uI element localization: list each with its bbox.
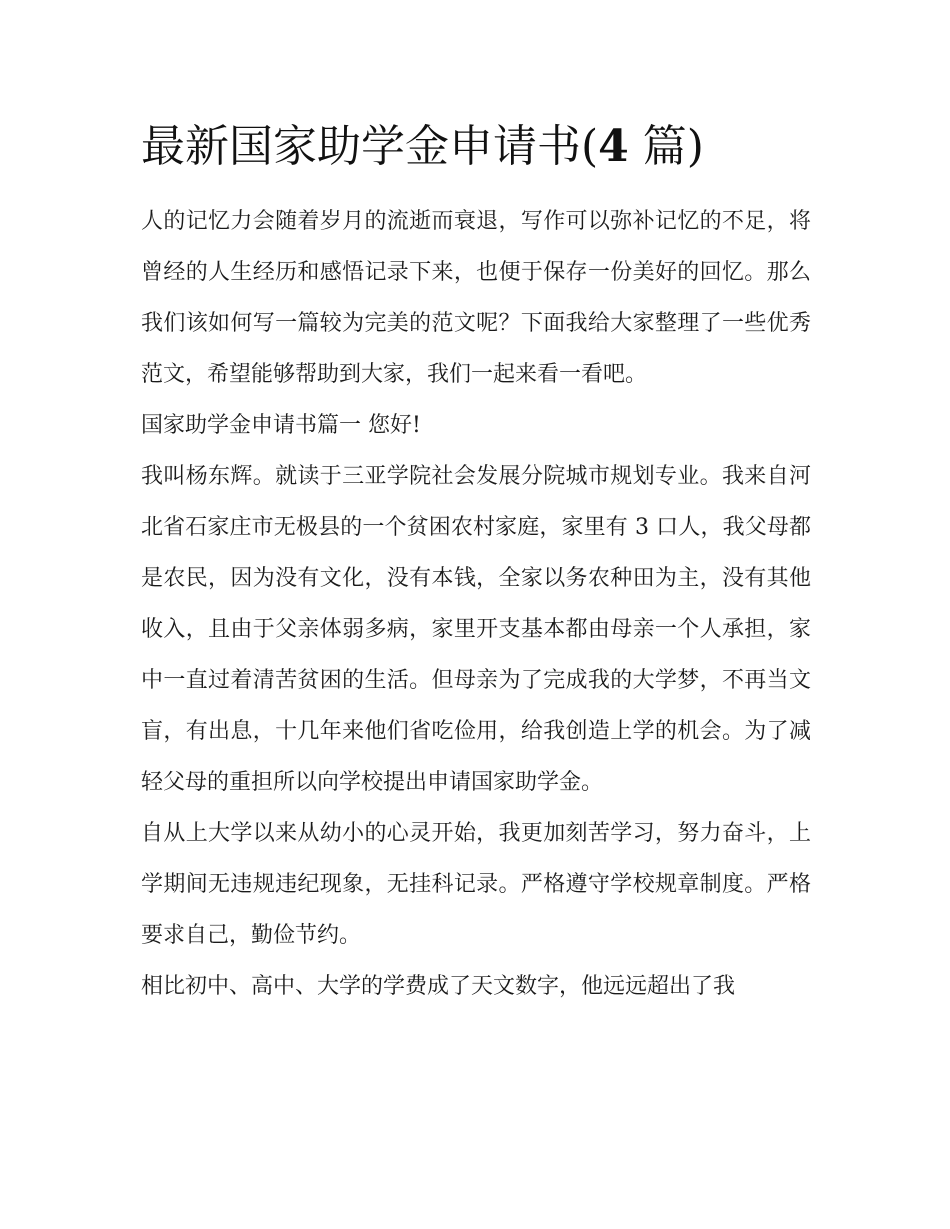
body-paragraph-1: 我叫杨东辉。就读于三亚学院社会发展分院城市规划专业。我来自河北省石家庄市无极县的一个贫困农村家庭，家里有 3 口人，我父母都是农民，因为没有文化，没有本钱，全家以务农种田为主，没有其他收入，且由于父亲体弱多病，家里开支基本都由母亲一个人承担，家中一直过着清苦贫困的生活。但母亲为了完成我的大学梦，不再当文盲，有出息，十几年来他们省吃俭用，给我创造上学的机会。为了减轻父母的重担所以向学校提出申请国家助学金。 [141, 464, 811, 795]
title-count: 4 [598, 121, 629, 172]
intro-paragraph: 人的记忆力会随着岁月的流逝而衰退，写作可以弥补记忆的不足，将曾经的人生经历和感悟记录下来，也便于保存一份美好的回忆。那么我们该如何写一篇较为完美的范文呢？下面我给大家整理了一些优秀范文，希望能够帮助到大家，我们一起来看一看吧。 [141, 209, 811, 387]
body-paragraph-2: 自从上大学以来从幼小的心灵开始，我更加刻苦学习，努力奋斗，上学期间无违规违纪现象，无挂科记录。严格遵守学校规章制度。严格要求自己，勤俭节约。 [141, 821, 811, 948]
document-title [141, 112, 841, 182]
section-heading: 国家助学金申请书篇一 您好! [141, 413, 421, 438]
document-body [141, 196, 811, 1012]
title-main-text: 最新国家助学金申请书( [141, 121, 599, 172]
title-end-text: 篇) [628, 121, 704, 172]
body-paragraph-3: 相比初中、高中、大学的学费成了天文数字，他远远超出了我 [141, 974, 736, 999]
